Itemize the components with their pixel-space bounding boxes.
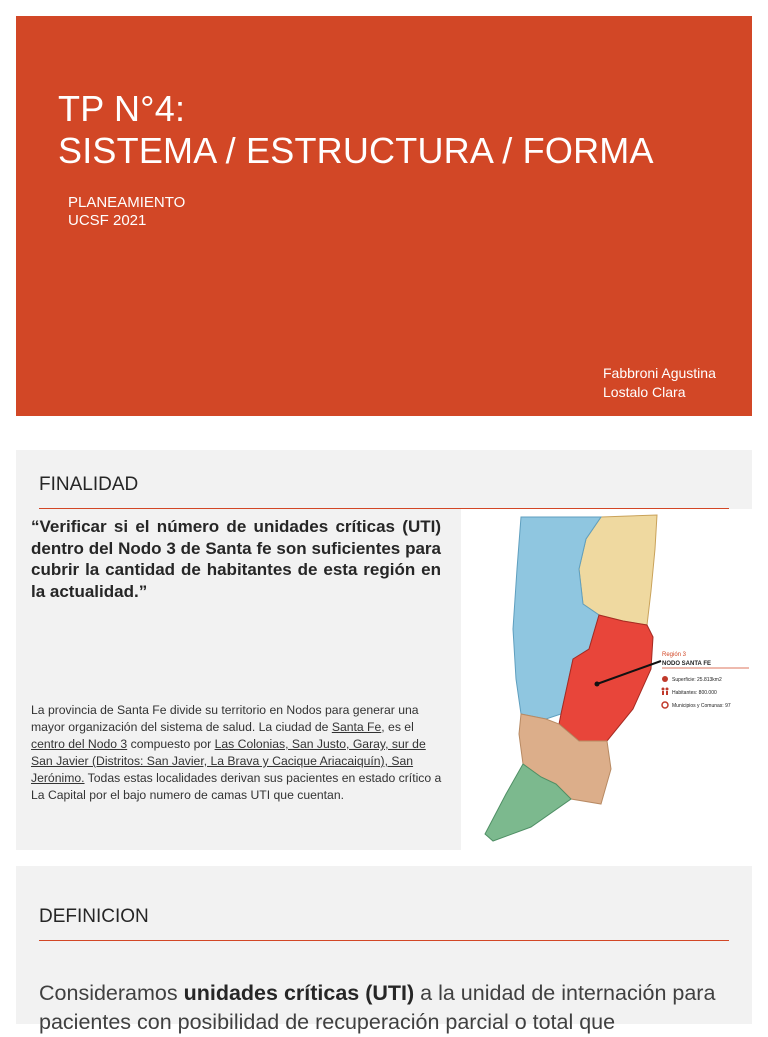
map-svg bbox=[461, 509, 752, 850]
map-stat-population: Habitantes: 800.000 bbox=[672, 690, 717, 696]
authors bbox=[603, 364, 716, 402]
definition-text bbox=[39, 979, 739, 1037]
map-stat-area: Superficie: 25.813km2 bbox=[672, 677, 722, 683]
santa-fe-link[interactable]: Santa Fe bbox=[331, 720, 382, 734]
definition-text-bold: unidades críticas (UTI) bbox=[183, 981, 415, 1005]
author-2: Lostalo Clara bbox=[603, 384, 686, 400]
definition-text-post: a la unidad de internación para pacientes con posibilidad de recuperación parcial o total que bbox=[39, 981, 716, 1034]
title-line-2: SISTEMA / ESTRUCTURA / FORMA bbox=[58, 130, 654, 171]
santa-fe-map bbox=[461, 509, 752, 850]
map-people-icon bbox=[662, 688, 669, 696]
localidades-link[interactable]: Las Colonias, San Justo, Garay, sur de San Javier (Distritos: San Javier, La Brava y Cacique Ariacaiquín), San Jerónimo. bbox=[31, 737, 426, 785]
map-stat-municipalities: Municipios y Comunas: 97 bbox=[672, 703, 731, 709]
map-municipality-icon bbox=[662, 702, 668, 708]
slide-title bbox=[58, 88, 654, 172]
finalidad-heading: FINALIDAD bbox=[39, 474, 139, 495]
objective-quote: “Verificar si el número de unidades críticas (UTI) dentro del Nodo 3 de Santa fe son suficientes para cubrir la cantidad de habitantes de esta región en la actualidad.” bbox=[31, 517, 441, 601]
body-text-4: Todas estas localidades derivan sus pacientes en estado crítico a La Capital por el bajo numero de camas UTI que cuentan. bbox=[31, 771, 442, 802]
finalidad-slide bbox=[16, 450, 752, 850]
heading-divider bbox=[39, 940, 729, 941]
definition-text-pre: Consideramos bbox=[39, 981, 184, 1005]
body-text-3: compuesto por bbox=[127, 737, 215, 751]
body-text-1: La provincia de Santa Fe divide su territorio en Nodos para generar una mayor organización del sistema de salud. La ciudad de bbox=[31, 703, 419, 734]
map-pointer-dot bbox=[595, 682, 600, 687]
map-node-label: NODO SANTA FE bbox=[662, 661, 711, 667]
title-slide bbox=[16, 16, 752, 416]
slide-subtitle bbox=[68, 194, 185, 230]
nodo-3-link[interactable]: centro del Nodo 3 bbox=[31, 737, 128, 751]
body-text-2: , es el bbox=[381, 720, 414, 734]
subtitle-line-1: PLANEAMIENTO bbox=[68, 194, 186, 211]
author-1: Fabbroni Agustina bbox=[603, 365, 716, 381]
definicion-heading: DEFINICION bbox=[39, 906, 149, 927]
title-line-1: TP N°4: bbox=[58, 88, 186, 129]
map-area-icon bbox=[662, 676, 668, 682]
map-region-label: Región 3 bbox=[662, 652, 687, 658]
definicion-slide bbox=[16, 866, 752, 1034]
subtitle-line-2: UCSF 2021 bbox=[68, 212, 147, 229]
description-paragraph bbox=[31, 702, 443, 804]
